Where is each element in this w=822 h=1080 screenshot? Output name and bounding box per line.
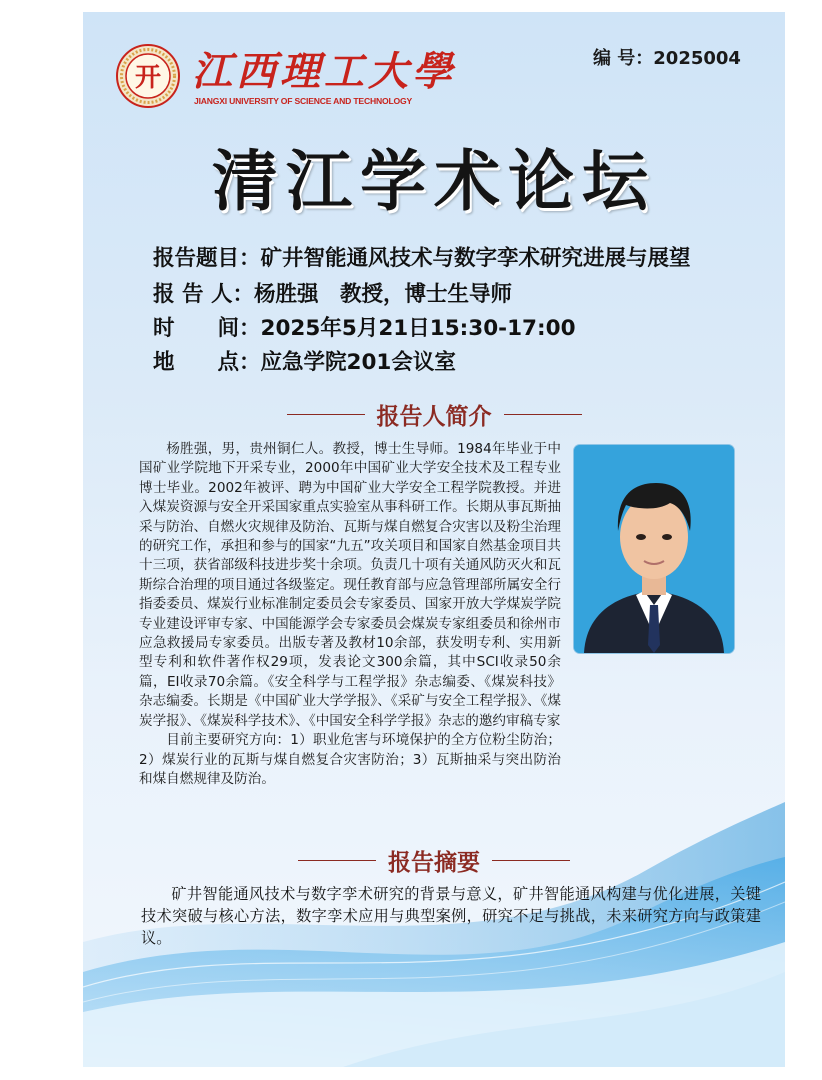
speaker-portrait-image <box>574 445 734 653</box>
topic-label: 报告题目： <box>153 246 261 271</box>
heading-divider-right <box>504 414 582 416</box>
time-label: 时 间： <box>153 316 261 341</box>
place-label: 地 点： <box>153 350 261 375</box>
speaker-row <box>153 281 512 309</box>
place-value: 应急学院201会议室 <box>260 350 456 375</box>
bio-paragraph: 杨胜强，男，贵州铜仁人。教授，博士生导师。1984年毕业于中国矿业学院地下开采专业，2000年中国矿业大学安全技术及工程专业博士毕业。2002年被评、聘为中国矿业大学安全工程学院教授。并进入煤炭资源与安全开采国家重点实验室从事科研工作。长期从事瓦斯抽采与防治、自燃火灾规律及防治、瓦斯与煤自燃复合灾害以及粉尘治理的研究工作，承担和参与的国家“九五”攻关项目和国家自然基金项目共十三项，获省部级科技进步奖十余项。负责几十项有关通风防灭火和瓦斯综合治理的项目通过各级鉴定。现任教育部与应急管理部所属安全行指委委员、煤炭行业标准制定委员会专家委员、国家开放大学煤炭学院专业建设评审专家、中国能源学会专家委员会煤炭专家组委员和徐州市应急救援局专家委员。出版专著及教材10余部，获发明专利、实用新型专利和软件著作权29项，发表论文300余篇，其中SCI收录50余篇，EI收录70余篇。《安全科学与工程学报》杂志编委、《煤炭科技》杂志编委。长期是《中国矿业大学学报》、《采矿与安全工程学报》、《煤炭学报》、《煤炭科学技术》、《中国安全科学学报》杂志的邀约审稿专家 <box>139 441 561 729</box>
poster <box>83 12 785 1067</box>
svg-text:开: 开 <box>134 63 162 93</box>
abstract-heading <box>83 844 785 877</box>
topic-value: 矿井智能通风技术与数字孪术研究进展与展望 <box>260 246 691 271</box>
time-value: 2025年5月21日15:30-17:00 <box>260 316 576 341</box>
university-name-cn: 江西理工大學 <box>192 48 456 95</box>
heading-divider-left <box>287 414 365 416</box>
topic-row <box>153 245 691 273</box>
bio-paragraph: 目前主要研究方向：1）职业危害与环境保护的全方位粉尘防治；2）煤炭行业的瓦斯与煤自燃复合灾害防治；3）瓦斯抽采与突出防治和煤自燃规律及防治。 <box>139 732 561 787</box>
abstract-heading-text: 报告摘要 <box>388 850 480 876</box>
speaker-intro-heading <box>83 398 785 431</box>
university-logo <box>116 44 456 114</box>
number-label: 编 号： <box>593 48 654 69</box>
university-name-en: JIANGXI UNIVERSITY OF SCIENCE AND TECHNOLOGY <box>194 96 413 106</box>
document-number <box>593 44 741 70</box>
speaker-value: 杨胜强 教授，博士生导师 <box>253 282 512 307</box>
number-value: 2025004 <box>653 48 741 69</box>
heading-divider-left <box>298 860 376 862</box>
time-row <box>153 315 576 343</box>
page-title: 清江学术论坛 <box>212 143 656 220</box>
speaker-photo <box>574 445 734 653</box>
place-row <box>153 349 456 377</box>
speaker-bio <box>139 440 561 789</box>
abstract-body <box>141 883 761 949</box>
speaker-intro-heading-text: 报告人简介 <box>376 404 492 430</box>
heading-divider-right <box>492 860 570 862</box>
abstract-paragraph: 矿井智能通风技术与数字孪术研究的背景与意义，矿井智能通风构建与优化进展，关键技术突破与核心方法，数字孪术应用与典型案例，研究不足与挑战，未来研究方向与政策建议。 <box>141 885 761 947</box>
speaker-label: 报 告 人： <box>153 282 254 307</box>
university-seal-icon <box>116 44 180 108</box>
